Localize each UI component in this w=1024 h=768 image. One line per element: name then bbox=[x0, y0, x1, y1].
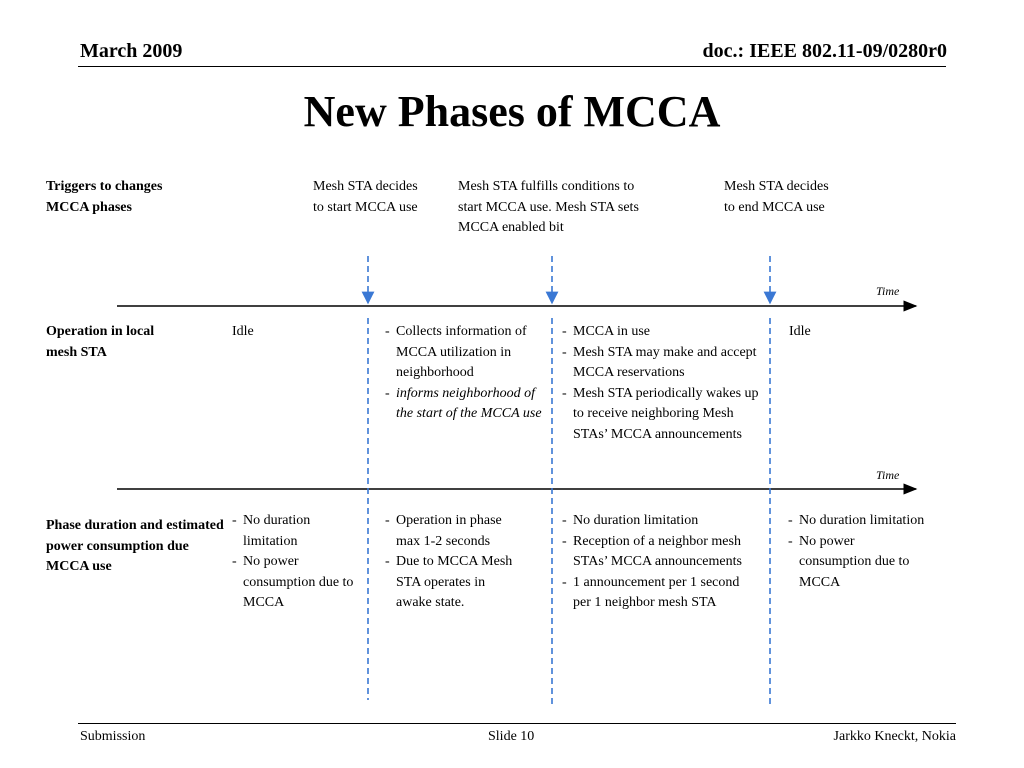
operation-phase2-list bbox=[385, 322, 545, 425]
trigger-start-decision: Mesh STA decides to start MCCA use bbox=[313, 179, 418, 215]
duration-phase4-list bbox=[788, 511, 928, 593]
trigger-conditions-fulfilled: Mesh STA fulfills conditions to start MCCA use. Mesh STA sets MCCA enabled bit bbox=[458, 179, 639, 235]
time-label-2: Time bbox=[876, 468, 900, 482]
list-item: - Operation in phase max 1-2 seconds bbox=[385, 511, 513, 552]
duration-phase2-list bbox=[385, 511, 513, 614]
list-item: - No duration limitation bbox=[562, 511, 747, 532]
row-label-triggers: Triggers to changes MCCA phases bbox=[46, 179, 163, 215]
list-item: - 1 announcement per 1 second per 1 neighbor mesh STA bbox=[562, 573, 747, 614]
header-doc-id: doc.: IEEE 802.11-09/0280r0 bbox=[702, 40, 947, 62]
row-label-duration: Phase duration and estimated power consumption due MCCA use bbox=[46, 518, 224, 574]
operation-phase3-list bbox=[562, 322, 762, 445]
list-item: - MCCA in use bbox=[562, 322, 762, 343]
list-item: - informs neighborhood of the start of the MCCA use bbox=[385, 384, 545, 425]
header-date: March 2009 bbox=[80, 40, 183, 62]
row-label-operation: Operation in local mesh STA bbox=[46, 324, 155, 360]
list-item: - No duration limitation bbox=[232, 511, 367, 552]
duration-phase1-list bbox=[232, 511, 367, 614]
time-label-1: Time bbox=[876, 284, 900, 298]
duration-phase3-list bbox=[562, 511, 747, 614]
footer-rule bbox=[78, 723, 956, 724]
trigger-end-decision: Mesh STA decides to end MCCA use bbox=[724, 179, 829, 215]
slide-title: New Phases of MCCA bbox=[303, 87, 721, 136]
list-item: - Due to MCCA Mesh STA operates in awake state. bbox=[385, 552, 513, 614]
footer-author: Jarkko Kneckt, Nokia bbox=[833, 729, 956, 744]
list-item: - Mesh STA periodically wakes up to receive neighboring Mesh STAs’ MCCA announcements bbox=[562, 384, 762, 446]
footer-submission: Submission bbox=[80, 729, 146, 744]
operation-phase4-idle: Idle bbox=[789, 324, 811, 339]
operation-phase1-idle: Idle bbox=[232, 324, 254, 339]
list-item: - No power consumption due to MCCA bbox=[232, 552, 367, 614]
list-item: - Collects information of MCCA utilization in neighborhood bbox=[385, 322, 545, 384]
list-item: - Reception of a neighbor mesh STAs’ MCCA announcements bbox=[562, 532, 747, 573]
list-item: - No power consumption due to MCCA bbox=[788, 532, 928, 594]
footer-slide-number: Slide 10 bbox=[488, 729, 535, 744]
list-item: - No duration limitation bbox=[788, 511, 928, 532]
list-item: - Mesh STA may make and accept MCCA reservations bbox=[562, 343, 762, 384]
